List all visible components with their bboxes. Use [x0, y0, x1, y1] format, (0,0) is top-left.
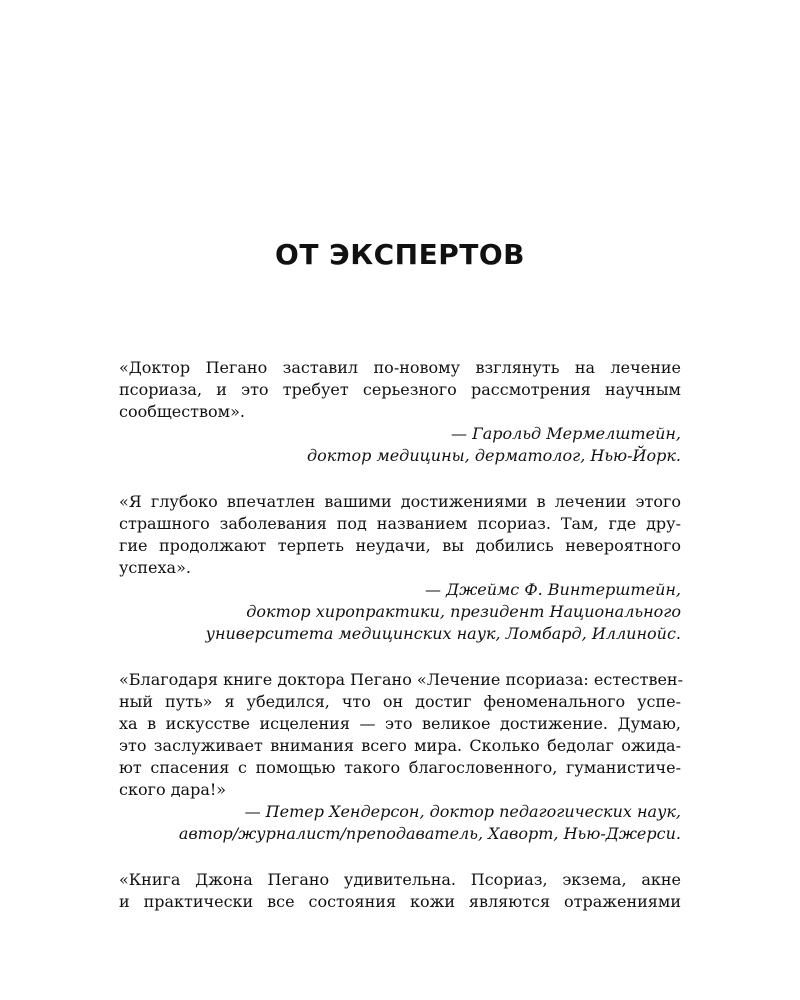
testimonials-list — [119, 357, 681, 937]
testimonial — [119, 357, 681, 467]
testimonial-attribution — [119, 801, 681, 845]
testimonial — [119, 869, 681, 913]
testimonial-quote — [119, 357, 681, 423]
quote-line: ского дара!» — [119, 780, 227, 799]
testimonial-quote — [119, 491, 681, 579]
quote-line: «Благодаря книге доктора Пегано «Лечение псориаза: естествен- — [119, 670, 683, 689]
quote-line: «Я глубоко впечатлен вашими достижениями в лечении этого — [119, 492, 681, 511]
testimonial — [119, 669, 681, 845]
attribution-line: университета медицинских наук, Ломбард, Иллинойс. — [205, 624, 681, 643]
quote-line: «Книга Джона Пегано удивительна. Псориаз, экзема, акне — [119, 870, 681, 889]
attribution-line: доктор медицины, дерматолог, Нью-Йорк. — [306, 446, 681, 465]
quote-line: это заслуживает внимания всего мира. Сколько бедолаг ожида- — [119, 736, 681, 755]
quote-line: ный путь» я убедился, что он достиг феноменального успе- — [119, 692, 681, 711]
quote-line: гие продолжают терпеть неудачи, вы добились невероятного — [119, 536, 681, 555]
attribution-line: — Гарольд Мермелштейн, — [451, 424, 681, 443]
quote-line: успеха». — [119, 558, 191, 577]
testimonial-quote — [119, 869, 681, 913]
quote-line: сообществом». — [119, 402, 245, 421]
quote-line: и практически все состояния кожи являются отражениями — [119, 892, 681, 911]
quote-line: псориаза, и это требует серьезного рассмотрения научным — [119, 380, 681, 399]
testimonial-quote — [119, 669, 681, 801]
quote-line: страшного заболевания под названием псориаз. Там, где дру- — [119, 514, 681, 533]
testimonial — [119, 491, 681, 645]
testimonial-attribution — [119, 579, 681, 645]
quote-line: ют спасения с помощью такого благословенного, гуманистиче- — [119, 758, 681, 777]
testimonial-attribution — [119, 423, 681, 467]
attribution-line: автор/журналист/преподаватель, Хаворт, Нью-Джерси. — [178, 824, 681, 843]
quote-line: «Доктор Пегано заставил по-новому взглянуть на лечение — [119, 358, 681, 377]
quote-line: ха в искусстве исцеления — это великое достижение. Думаю, — [119, 714, 681, 733]
attribution-line: — Джеймс Ф. Винтерштейн, — [424, 580, 681, 599]
attribution-line: — Петер Хендерсон, доктор педагогических наук, — [244, 802, 681, 821]
attribution-line: доктор хиропрактики, президент Национального — [246, 602, 681, 621]
page-title: ОТ ЭКСПЕРТОВ — [275, 238, 525, 271]
